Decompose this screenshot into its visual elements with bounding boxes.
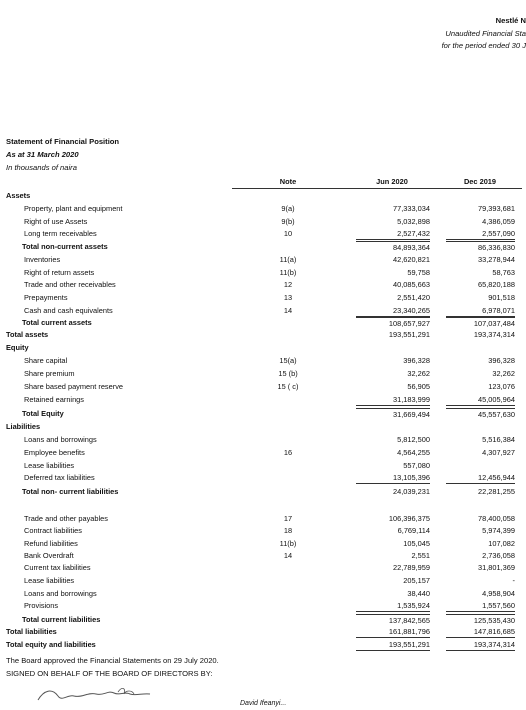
row-value-current: 5,032,898 (397, 217, 430, 226)
row-value-prior: 4,386,059 (482, 217, 515, 226)
row-value-current: 2,527,432 (356, 228, 430, 240)
row-value-current: 557,080 (403, 461, 430, 470)
table-row (0, 513, 526, 524)
row-value-current: 105,045 (403, 539, 430, 548)
row-label: Employee benefits (24, 448, 85, 457)
table-row (0, 254, 526, 265)
row-label: Right of use Assets (24, 217, 88, 226)
row-value-prior: 193,374,314 (473, 330, 515, 339)
table-row (0, 203, 526, 214)
row-value-current: 193,551,291 (388, 330, 430, 339)
table-row (0, 434, 526, 445)
table-row (0, 292, 526, 303)
table-row (0, 538, 526, 549)
row-value-prior: 1,557,560 (446, 600, 515, 612)
row-value-current: 108,657,927 (356, 317, 430, 329)
table-row (0, 305, 526, 316)
row-value-prior: 79,393,681 (478, 204, 515, 213)
table-row (0, 639, 526, 650)
row-value-prior: 65,820,188 (478, 280, 515, 289)
row-value-current: 5,812,500 (397, 435, 430, 444)
row-label: Lease liabilities (24, 461, 75, 470)
table-row (0, 562, 526, 573)
row-label: Total equity and liabilities (6, 640, 96, 649)
table-row (0, 394, 526, 405)
row-value-prior: 31,801,369 (478, 563, 515, 572)
row-value-current: 22,789,959 (393, 563, 430, 572)
row-note: 15(a) (279, 356, 297, 365)
statement-units: In thousands of naira (6, 163, 77, 172)
statement-title: Statement of Financial Position (6, 137, 120, 146)
signature-image (34, 684, 184, 706)
row-value-prior: 58,763 (492, 268, 515, 277)
row-value-current: 59,758 (407, 268, 430, 277)
row-value-current: 161,881,796 (356, 626, 430, 638)
row-label: Total liabilities (6, 627, 57, 636)
row-label: Assets (6, 191, 31, 200)
row-value-prior: 396,328 (488, 356, 515, 365)
row-value-prior: - (512, 576, 515, 585)
table-row (0, 447, 526, 458)
row-label: Trade and other payables (24, 514, 108, 523)
row-note: 14 (283, 306, 293, 315)
row-label: Total current liabilities (22, 615, 101, 624)
row-value-prior: 107,037,484 (446, 317, 515, 329)
row-value-prior: 147,816,685 (446, 626, 515, 638)
row-note: 17 (283, 514, 293, 523)
row-value-current: 56,905 (407, 382, 430, 391)
row-note: 18 (283, 526, 293, 535)
row-note: 15 ( c) (277, 382, 299, 391)
row-value-prior: 2,736,058 (482, 551, 515, 560)
row-note: 13 (283, 293, 293, 302)
row-note: 15 (b) (278, 369, 298, 378)
row-value-prior: 4,958,904 (482, 589, 515, 598)
row-label: Property, plant and equipment (24, 204, 123, 213)
row-value-current: 193,551,291 (356, 639, 430, 651)
table-row (0, 381, 526, 392)
row-value-prior: 6,978,071 (446, 305, 515, 317)
row-value-current: 24,039,231 (393, 487, 430, 496)
row-label: Total assets (6, 330, 49, 339)
table-row (0, 421, 526, 432)
row-value-current: 106,396,375 (388, 514, 430, 523)
row-note: 11(b) (279, 268, 297, 277)
row-value-prior: 32,262 (492, 369, 515, 378)
table-row (0, 228, 526, 239)
row-value-prior: 2,557,090 (446, 228, 515, 240)
row-note: 12 (283, 280, 293, 289)
column-header-prior: Dec 2019 (463, 177, 497, 186)
company-name: Nestlé N (495, 16, 526, 25)
row-label: Lease liabilities (24, 576, 75, 585)
signed-text: SIGNED ON BEHALF OF THE BOARD OF DIRECTORS BY: (6, 669, 213, 678)
row-value-prior: 45,557,630 (446, 408, 515, 420)
row-label: Cash and cash equivalents (24, 306, 113, 315)
row-value-current: 2,551 (411, 551, 430, 560)
row-value-prior: 107,082 (488, 539, 515, 548)
row-value-current: 137,842,565 (356, 614, 430, 626)
row-note: 11(a) (279, 255, 297, 264)
approval-text: The Board approved the Financial Statements on 29 July 2020. (6, 656, 219, 665)
row-value-current: 4,564,255 (397, 448, 430, 457)
row-value-current: 6,769,114 (397, 526, 430, 535)
row-note: 14 (283, 551, 293, 560)
row-label: Share based payment reserve (24, 382, 124, 391)
row-note: 16 (283, 448, 293, 457)
row-value-prior: 4,307,927 (482, 448, 515, 457)
row-value-prior: 78,400,058 (478, 514, 515, 523)
table-row (0, 368, 526, 379)
table-row (0, 241, 526, 252)
row-label: Total Equity (22, 409, 64, 418)
row-value-current: 396,328 (403, 356, 430, 365)
row-value-prior: 22,281,255 (478, 487, 515, 496)
row-label: Right of return assets (24, 268, 95, 277)
column-header-note: Note (279, 177, 297, 186)
row-label: Equity (6, 343, 29, 352)
report-subtitle: Unaudited Financial Sta (445, 29, 526, 38)
row-value-current: 32,262 (407, 369, 430, 378)
row-value-current: 205,157 (403, 576, 430, 585)
row-value-prior: 45,005,964 (446, 394, 515, 406)
row-value-current: 38,440 (407, 589, 430, 598)
table-row (0, 486, 526, 497)
report-period: for the period ended 30 J (441, 41, 526, 50)
row-label: Contract liabilities (24, 526, 82, 535)
row-value-prior: 12,456,944 (446, 472, 515, 484)
row-value-current: 31,669,494 (356, 408, 430, 420)
row-note: 9(a) (281, 204, 295, 213)
table-row (0, 342, 526, 353)
row-label: Total non-current assets (22, 242, 108, 251)
table-row (0, 267, 526, 278)
row-label: Refund liabilities (24, 539, 78, 548)
row-label: Bank Overdraft (24, 551, 74, 560)
table-row (0, 355, 526, 366)
row-value-prior: 901,518 (488, 293, 515, 302)
row-value-prior: 33,278,944 (478, 255, 515, 264)
row-value-prior: 123,076 (488, 382, 515, 391)
row-value-prior: 125,535,430 (446, 614, 515, 626)
row-note: 9(b) (281, 217, 295, 226)
table-row (0, 317, 526, 328)
table-row (0, 279, 526, 290)
row-value-current: 13,105,396 (356, 472, 430, 484)
row-value-current: 42,620,821 (393, 255, 430, 264)
row-value-current: 23,340,265 (356, 305, 430, 317)
row-label: Loans and borrowings (24, 589, 97, 598)
column-header-current: Jun 2020 (376, 177, 408, 186)
table-row (0, 614, 526, 625)
table-row (0, 525, 526, 536)
row-label: Current tax liabilities (24, 563, 91, 572)
table-row (0, 575, 526, 586)
table-row (0, 600, 526, 611)
row-value-prior: 193,374,314 (446, 639, 515, 651)
table-row (0, 550, 526, 561)
header-divider (232, 188, 522, 189)
table-row (0, 472, 526, 483)
table-row (0, 588, 526, 599)
row-label: Provisions (24, 601, 59, 610)
row-label: Total current assets (22, 318, 92, 327)
table-row (0, 329, 526, 340)
row-label: Retained earnings (24, 395, 84, 404)
row-value-current: 2,551,420 (397, 293, 430, 302)
row-value-prior: 86,336,830 (446, 241, 515, 253)
row-value-current: 31,183,999 (356, 394, 430, 406)
row-value-prior: 5,516,384 (482, 435, 515, 444)
table-row (0, 408, 526, 419)
row-label: Trade and other receivables (24, 280, 116, 289)
row-label: Share premium (24, 369, 75, 378)
row-value-current: 77,333,034 (393, 204, 430, 213)
row-value-current: 1,535,924 (356, 600, 430, 612)
table-row (0, 626, 526, 637)
row-label: Loans and borrowings (24, 435, 97, 444)
row-label: Inventories (24, 255, 61, 264)
row-value-current: 84,893,364 (356, 241, 430, 253)
row-label: Total non- current liabilities (22, 487, 119, 496)
row-note: 11(b) (279, 539, 297, 548)
table-row (0, 460, 526, 471)
table-row (0, 216, 526, 227)
row-value-current: 40,085,663 (393, 280, 430, 289)
table-row (0, 190, 526, 201)
signatory-name: David Ifeanyi... (240, 700, 287, 707)
row-label: Share capital (24, 356, 68, 365)
row-label: Deferred tax liabilities (24, 473, 95, 482)
row-value-prior: 5,974,399 (482, 526, 515, 535)
row-label: Long term receivables (24, 229, 97, 238)
row-label: Liabilities (6, 422, 41, 431)
statement-date: As at 31 March 2020 (6, 150, 79, 159)
row-note: 10 (283, 229, 293, 238)
row-label: Prepayments (24, 293, 68, 302)
